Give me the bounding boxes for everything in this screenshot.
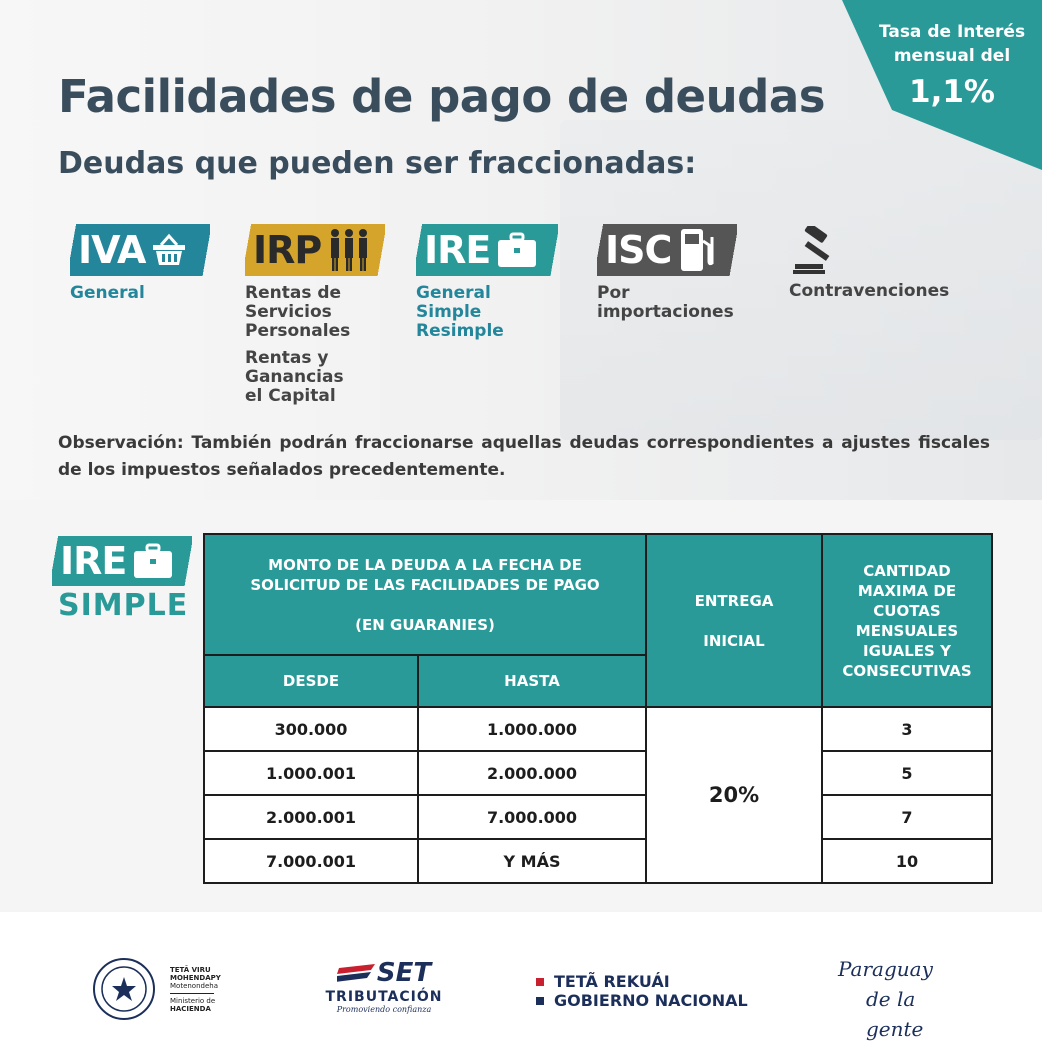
page-subtitle: Deudas que pueden ser fraccionadas: bbox=[58, 146, 697, 181]
isc-badge-text: ISC bbox=[605, 228, 672, 272]
header-installments-line2: MAXIMA DE bbox=[857, 581, 957, 600]
red-square-icon bbox=[536, 978, 544, 986]
hacienda-line5: HACIENDA bbox=[170, 1004, 211, 1013]
set-slogan: Promoviendo confianza bbox=[336, 1005, 432, 1014]
observation-text: Observación: También podrán fraccionarse aquellas deudas correspondientes a ajustes fiscales de los impuestos señalados precedentemente. bbox=[58, 433, 990, 480]
irp-description-capital: Rentas y Ganancias el Capital bbox=[245, 348, 344, 406]
hacienda-line1: TETÃ VIRU bbox=[170, 965, 211, 974]
interest-rate-line2: mensual del bbox=[893, 46, 1011, 66]
irp-description-services: Rentas de Servicios Personales bbox=[245, 283, 351, 341]
gov-line1: TETÃ REKUÁI bbox=[554, 972, 670, 991]
briefcase-icon bbox=[496, 231, 538, 269]
people-icon bbox=[327, 227, 371, 273]
table-row bbox=[204, 751, 992, 795]
header-installments-line1: CANTIDAD bbox=[863, 561, 951, 580]
header-amount-line1: MONTO DE LA DEUDA A LA FECHA DE bbox=[268, 555, 582, 574]
blue-square-icon bbox=[536, 997, 544, 1005]
table-row bbox=[204, 839, 992, 883]
iva-description: General bbox=[70, 283, 145, 303]
row-from: 7.000.001 bbox=[204, 839, 418, 883]
table-row bbox=[204, 707, 992, 751]
row-installments: 7 bbox=[822, 795, 992, 839]
hacienda-line3: Motenondeha bbox=[170, 981, 219, 990]
set-wordmark: SET bbox=[376, 958, 432, 988]
header-installments-line5: IGUALES Y bbox=[863, 641, 951, 660]
row-to: 2.000.000 bbox=[418, 751, 646, 795]
hacienda-line4: Ministerio de bbox=[170, 996, 216, 1005]
briefcase-icon bbox=[132, 542, 174, 580]
header-amount-line2: SOLICITUD DE LAS FACILIDADES DE PAGO bbox=[250, 575, 600, 594]
ministerio-hacienda-logo bbox=[92, 957, 221, 1021]
row-to: 7.000.000 bbox=[418, 795, 646, 839]
set-name: TRIBUTACIÓN bbox=[325, 989, 443, 1005]
header-initial-line2: INICIAL bbox=[703, 631, 765, 650]
campaign-line2: de la gente bbox=[866, 987, 924, 1041]
row-installments: 10 bbox=[822, 839, 992, 883]
initial-payment-value: 20% bbox=[646, 707, 822, 883]
page-title: Facilidades de pago de deudas bbox=[58, 70, 825, 123]
header-initial-line1: ENTREGA bbox=[694, 591, 774, 610]
row-to: Y MÁS bbox=[418, 839, 646, 883]
ire-description: General Simple Resimple bbox=[416, 283, 504, 341]
header-amount-line3: (EN GUARANIES) bbox=[355, 615, 495, 634]
gov-line2: GOBIERNO NACIONAL bbox=[554, 991, 748, 1010]
table-row bbox=[204, 795, 992, 839]
row-from: 1.000.001 bbox=[204, 751, 418, 795]
interest-rate-value: 1,1% bbox=[909, 74, 995, 110]
ire-simple-badge bbox=[52, 536, 192, 623]
interest-rate-line1: Tasa de Interés bbox=[878, 22, 1026, 42]
header-installments-line6: CONSECUTIVAS bbox=[842, 661, 972, 680]
irp-badge-text: IRP bbox=[253, 228, 322, 272]
campaign-line1: Paraguay bbox=[838, 957, 933, 981]
ire-badge-text: IRE bbox=[424, 228, 491, 272]
installments-table bbox=[203, 533, 993, 884]
gobierno-nacional-logo bbox=[536, 972, 748, 1010]
tax-ire bbox=[416, 224, 558, 341]
row-installments: 5 bbox=[822, 751, 992, 795]
paraguay-de-la-gente-logo bbox=[838, 954, 968, 1042]
ire-simple-bottom-text: SIMPLE bbox=[58, 588, 189, 623]
ire-simple-top bbox=[52, 536, 192, 586]
national-seal-icon bbox=[92, 957, 156, 1021]
row-from: 2.000.001 bbox=[204, 795, 418, 839]
header-installments-line4: MENSUALES bbox=[855, 621, 959, 640]
set-flag-swoosh-icon bbox=[337, 962, 377, 984]
row-installments: 3 bbox=[822, 707, 992, 751]
set-tributacion-logo bbox=[324, 958, 444, 1014]
header-amount bbox=[204, 534, 646, 655]
iva-badge bbox=[70, 224, 210, 276]
isc-description: Por importaciones bbox=[597, 283, 734, 322]
ire-badge bbox=[416, 224, 558, 276]
isc-badge bbox=[597, 224, 737, 276]
fuel-pump-icon bbox=[677, 227, 717, 273]
iva-badge-text: IVA bbox=[78, 228, 146, 272]
tax-isc bbox=[597, 224, 737, 322]
hacienda-line2: MOHENDAPY bbox=[170, 973, 221, 982]
row-to: 1.000.000 bbox=[418, 707, 646, 751]
tax-irp bbox=[245, 224, 385, 406]
tax-contravenciones bbox=[789, 226, 949, 301]
header-installments bbox=[822, 534, 992, 707]
header-from: DESDE bbox=[204, 655, 418, 707]
ire-simple-top-text: IRE bbox=[60, 539, 127, 583]
gavel-badge bbox=[789, 226, 949, 276]
tax-iva bbox=[70, 224, 210, 303]
header-initial-payment bbox=[646, 534, 822, 707]
header-to: HASTA bbox=[418, 655, 646, 707]
shopping-basket-icon bbox=[151, 233, 187, 267]
gavel-icon bbox=[793, 226, 853, 276]
row-from: 300.000 bbox=[204, 707, 418, 751]
contravenciones-description: Contravenciones bbox=[789, 281, 950, 301]
interest-rate-badge bbox=[842, 0, 1042, 170]
header-installments-line3: CUOTAS bbox=[873, 601, 941, 620]
irp-badge bbox=[245, 224, 385, 276]
